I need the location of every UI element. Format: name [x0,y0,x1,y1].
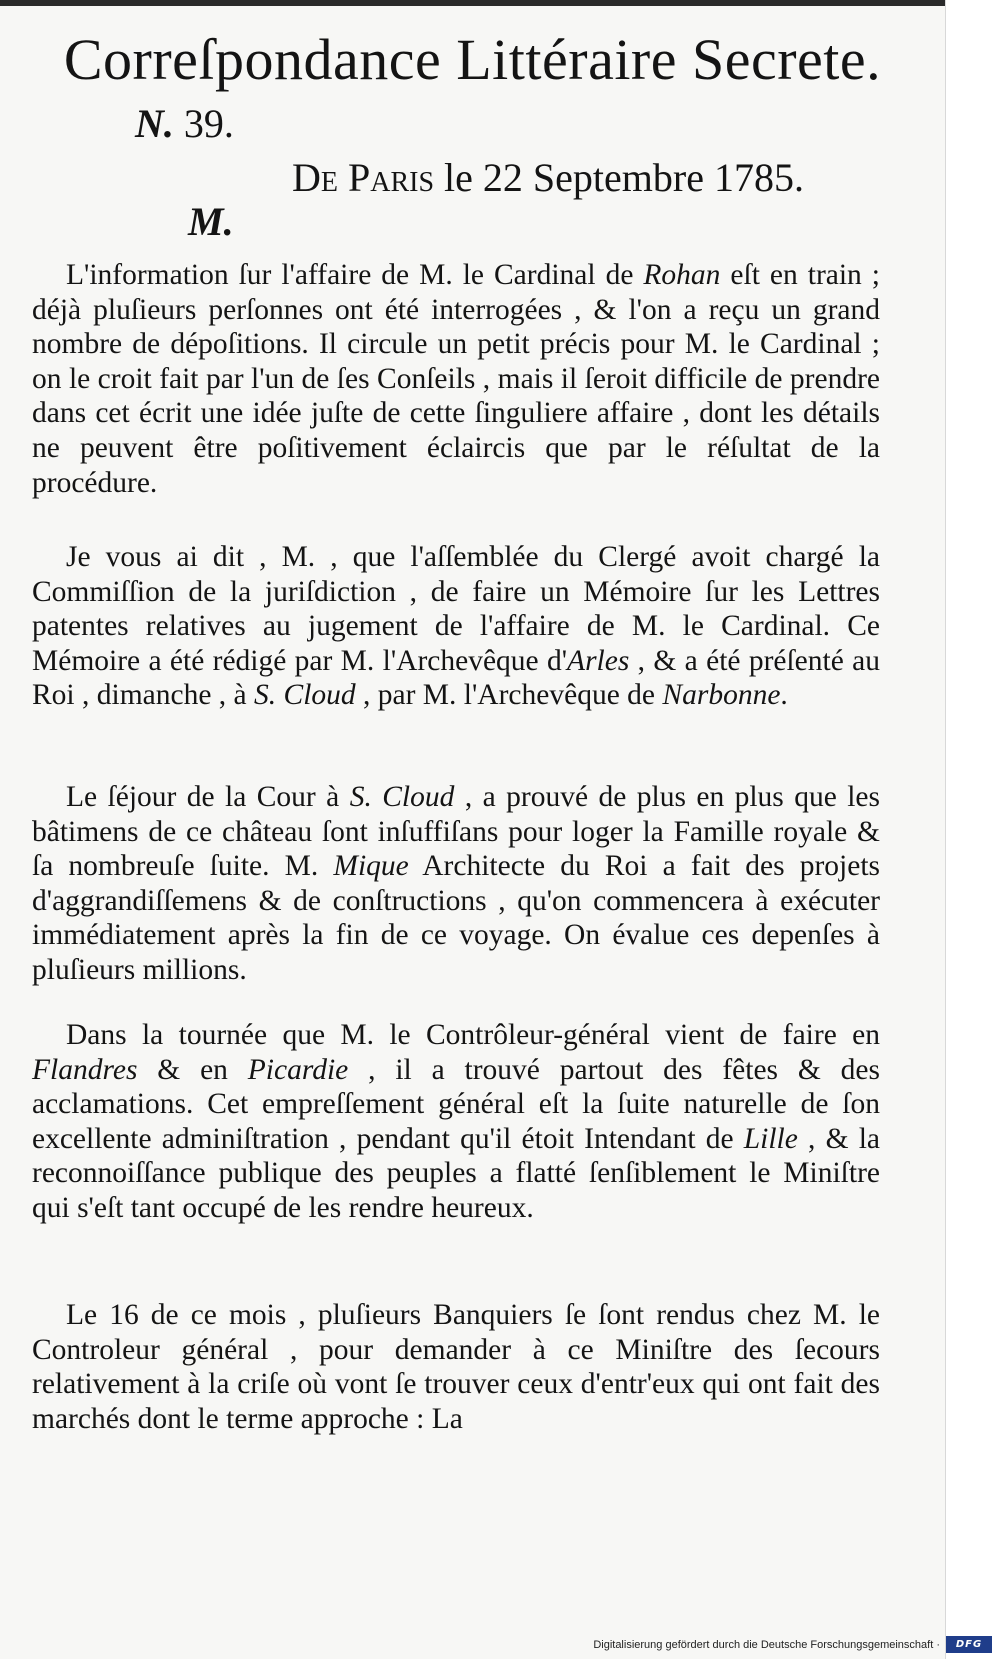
page-top-edge [0,0,945,6]
page-title: Correſpondance Littéraire Secrete. [63,27,882,92]
issue-number [135,98,234,150]
text-run: Je vous ai dit , M. , que l'aſſemblée du Clergé avoit chargé la Commiſſion de la juriſdiction , de faire un Mémoire ſur les Lettres patentes relatives au jugement de l'affaire de M. le Cardinal. Ce Mémoire a été rédigé par M. l'Archevêque d' [32,541,880,677]
italic-name: S. Cloud [349,781,455,813]
text-run: , par M. l'Archevêque de [355,679,663,712]
issue-number-label: N. [135,101,174,146]
italic-name: Lille [743,1122,798,1155]
italic-name: Picardie [247,1053,349,1086]
paragraph-saint-cloud [32,780,880,988]
text-run: , il a trouvé partout des fêtes & des acclamations. Cet empreſſement général eſt la ſuite naturelle de ſon excellente adminiſtration , pendant qu'il étoit Intendant de [32,1053,880,1155]
italic-name: Narbonne [662,679,781,712]
paragraph-clergy-memoire [32,540,880,713]
dateline-place: De Paris [292,155,435,200]
text-run: Architecte du Roi a fait des projets d'aggrandiſſemens & de conſtructions , qu'on commencera à exécuter immédiatement après la fin de ce voyage. On évalue ces depenſes à pluſieurs millions. [32,850,880,986]
dateline-date: le 22 Septembre 1785. [444,155,804,200]
italic-name: Mique [333,850,409,883]
paragraph-rohan-inquiry [32,258,880,500]
italic-name: Arles [567,644,630,677]
italic-name: S. Cloud [254,679,356,712]
digitization-credit: Digitalisierung gefördert durch die Deutsche Forschungsgemeinschaft · [593,1639,940,1651]
text-run: & en [137,1053,248,1086]
dateline [292,152,804,204]
text-run: Dans la tournée que M. le Contrôleur-général vient de faire en [66,1019,880,1051]
dfg-logo: DFG [946,1636,992,1653]
text-run: . [780,679,788,712]
text-run: , & la reconnoiſſance publique des peuples a flatté ſenſiblement le Miniſtre qui s'eſt tant occupé de les rendre heureux. [32,1122,880,1224]
text-run: eſt en train ; déjà pluſieurs perſonnes ont été interrogées , & l'on a reçu un grand nombre de dépoſitions. Il circule un petit précis pour M. le Cardinal ; on le croit fait par l'un de ſes Conſeils , mais il ſeroit difficile de prendre dans cet écrit une idée juſte de cette ſinguliere affaire , dont les détails ne peuvent être poſitivement éclaircis que par le réſultat de la procédure. [32,259,880,499]
paragraph-controleur-tour [32,1018,880,1226]
text-run: L'information ſur l'affaire de M. le Cardinal de [66,259,644,291]
paragraph-banquiers [32,1298,880,1436]
italic-name: Flandres [32,1053,138,1086]
text-run: , a prouvé de plus en plus que les bâtimens de ce château ſont inſuffiſans pour loger la Famille royale & ſa nombreuſe ſuite. M. [32,781,881,883]
text-run: Le 16 de ce mois , pluſieurs Banquiers ſe ſont rendus chez M. le Controleur général , pour demander à ce Miniſtre des ſecours relativement à la criſe où vont ſe trouver ceux d'entr'eux qui ont fait des marchés dont le terme approche : La [32,1299,880,1435]
text-run: Le ſéjour de la Cour à [66,781,350,813]
text-run: , & a été préſenté au Roi , dimanche , à [32,644,880,712]
salutation: M. [188,199,234,244]
issue-number-value: 39. [183,101,234,146]
italic-name: Rohan [643,259,721,291]
